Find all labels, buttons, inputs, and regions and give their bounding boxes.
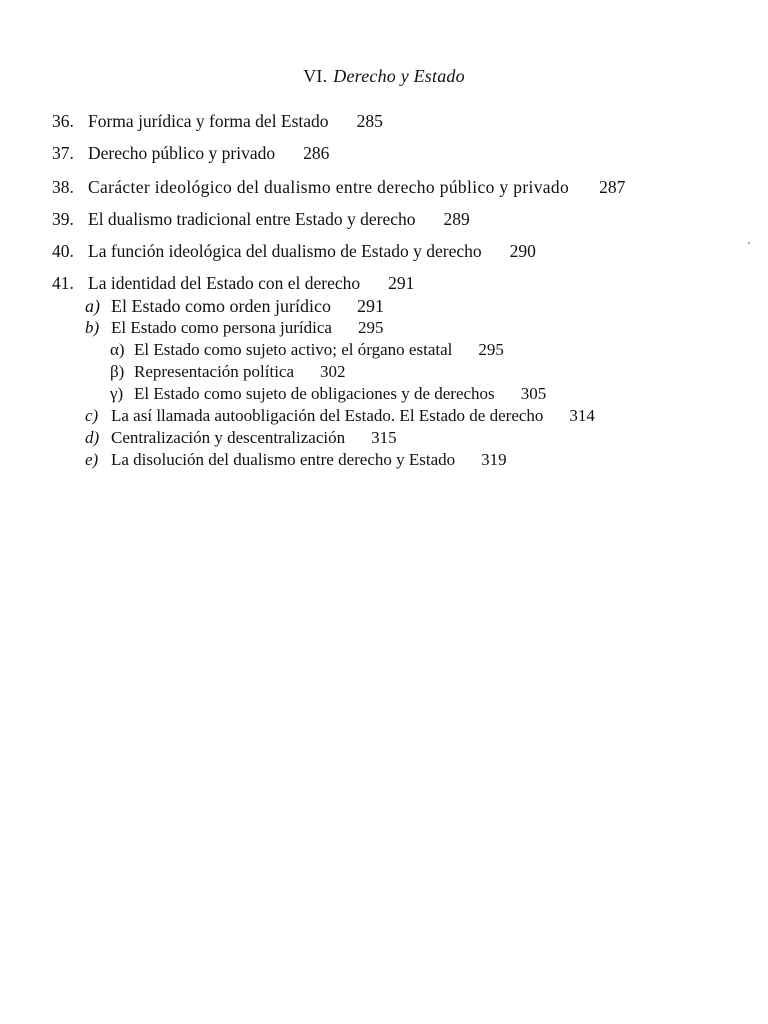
entry-number: 41. xyxy=(52,273,74,293)
entry-title: Carácter ideológico del dualismo entre derecho público y privado xyxy=(88,177,570,197)
chapter-heading xyxy=(0,66,768,87)
chapter-number: VI. xyxy=(303,66,328,86)
entry-number: 39. xyxy=(52,209,74,229)
toc-entry-37 xyxy=(52,142,329,164)
subentry-title: El Estado como orden jurídico xyxy=(111,296,331,316)
entry-title: El dualismo tradicional entre Estado y derecho xyxy=(88,209,416,229)
subentry-marker: e) xyxy=(85,450,99,469)
subentry-page: 291 xyxy=(356,296,384,316)
subentry-marker: a) xyxy=(85,296,100,316)
toc-subentry-b-alpha xyxy=(110,340,504,360)
toc-subentry-e xyxy=(85,450,507,470)
subentry-marker: c) xyxy=(85,406,99,425)
subentry-page: 295 xyxy=(478,340,504,359)
toc-subentry-c xyxy=(85,406,595,426)
toc-entry-39 xyxy=(52,208,470,230)
entry-number: 36. xyxy=(52,111,74,131)
toc-subentry-a xyxy=(85,296,384,316)
subentry-marker: γ) xyxy=(110,384,124,403)
entry-page: 291 xyxy=(388,273,415,293)
toc-entry-40 xyxy=(52,240,536,262)
entry-number: 38. xyxy=(52,177,74,197)
subentry-page: 315 xyxy=(371,428,397,447)
subentry-page: 302 xyxy=(320,362,346,381)
entry-page: 287 xyxy=(599,177,626,197)
toc-entry-41 xyxy=(52,272,414,294)
entry-title: La función ideológica del dualismo de Estado y derecho xyxy=(88,241,482,261)
entry-number: 40. xyxy=(52,241,74,261)
toc-entry-36 xyxy=(52,110,383,132)
subentry-marker: α) xyxy=(110,340,125,359)
subentry-title: La disolución del dualismo entre derecho y Estado xyxy=(111,450,456,469)
subentry-marker: β) xyxy=(110,362,125,381)
toc-subentry-b-gamma xyxy=(110,384,546,404)
subentry-marker: b) xyxy=(85,318,100,337)
toc-entry-38 xyxy=(52,176,625,198)
entry-page: 290 xyxy=(509,241,536,261)
subentry-title: El Estado como persona jurídica xyxy=(111,318,332,337)
entry-number: 37. xyxy=(52,143,74,163)
subentry-page: 295 xyxy=(357,318,384,337)
entry-page: 285 xyxy=(356,111,383,131)
subentry-marker: d) xyxy=(85,428,100,447)
chapter-title: Derecho y Estado xyxy=(333,66,465,86)
subentry-title: El Estado como sujeto activo; el órgano estatal xyxy=(134,340,453,359)
subentry-page: 319 xyxy=(481,450,507,469)
entry-title: La identidad del Estado con el derecho xyxy=(88,273,361,293)
entry-title: Derecho público y privado xyxy=(88,143,276,163)
toc-subentry-b-beta xyxy=(110,362,346,382)
subentry-title: Centralización y descentralización xyxy=(111,428,346,447)
subentry-page: 314 xyxy=(569,406,595,425)
subentry-title: El Estado como sujeto de obligaciones y de derechos xyxy=(134,384,495,403)
toc-subentry-d xyxy=(85,428,397,448)
subentry-title: La así llamada autoobligación del Estado. El Estado de derecho xyxy=(111,406,544,425)
subentry-page: 305 xyxy=(520,384,547,403)
scan-speck xyxy=(748,242,750,244)
entry-title: Forma jurídica y forma del Estado xyxy=(88,111,329,131)
entry-page: 289 xyxy=(443,209,470,229)
toc-subentry-b xyxy=(85,318,383,338)
subentry-title: Representación política xyxy=(134,362,295,381)
entry-page: 286 xyxy=(303,143,330,163)
